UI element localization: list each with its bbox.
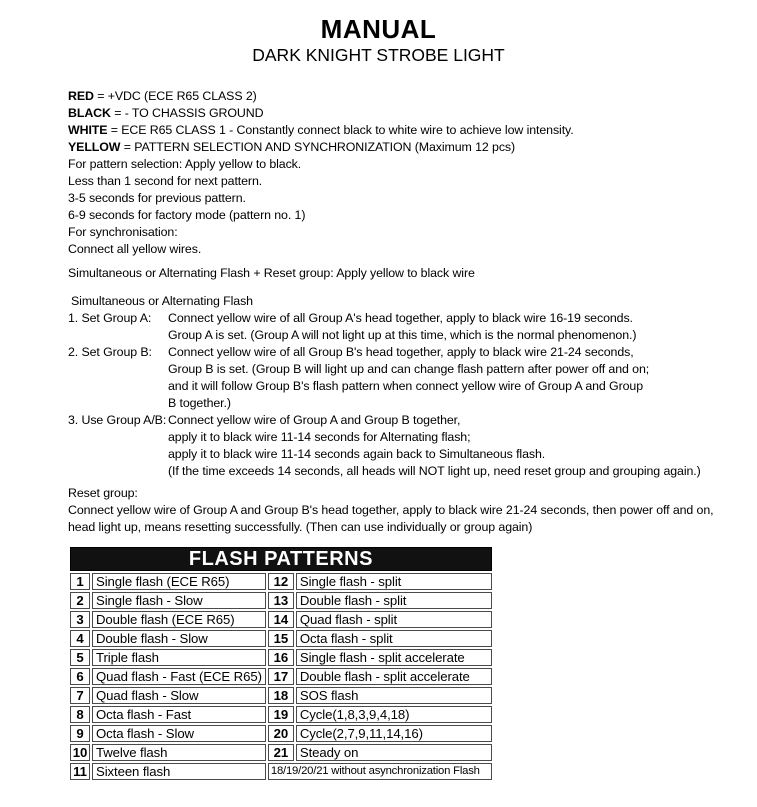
pattern-name-cell: Double flash (ECE R65) xyxy=(92,611,266,628)
pattern-name-cell: Double flash - split xyxy=(296,592,492,609)
reset-group-heading: Reset group: xyxy=(68,486,138,500)
step-line: Connect yellow wire of Group A and Group B together, xyxy=(168,413,461,427)
pattern-selection-instructions xyxy=(68,156,757,258)
pattern-number-cell: 19 xyxy=(268,706,294,723)
step-lines xyxy=(168,344,757,412)
step-line: Group B is set. (Group B will light up and can change flash pattern after power off and on; xyxy=(168,362,650,376)
table-header-row xyxy=(70,547,492,571)
step-line: Connect yellow wire of all Group B's head together, apply to black wire 21-24 seconds, xyxy=(168,345,634,359)
pattern-number-cell: 9 xyxy=(70,725,90,742)
table-row xyxy=(70,763,492,780)
pattern-name-cell: Steady on xyxy=(296,744,492,761)
pattern-number-cell: 16 xyxy=(268,649,294,666)
pattern-name-cell: Twelve flash xyxy=(92,744,266,761)
pattern-name-cell: Double flash - Slow xyxy=(92,630,266,647)
pattern-number-cell: 20 xyxy=(268,725,294,742)
pattern-number-cell: 7 xyxy=(70,687,90,704)
wire-name: WHITE xyxy=(68,123,108,137)
step-line: apply it to black wire 11-14 seconds again back to Simultaneous flash. xyxy=(168,447,546,461)
table-row xyxy=(70,649,492,666)
pattern-selection-line: 6-9 seconds for factory mode (pattern no. 1) xyxy=(68,208,306,222)
wire-name: RED xyxy=(68,89,94,103)
pattern-number-cell: 5 xyxy=(70,649,90,666)
sync-summary-line: Simultaneous or Alternating Flash + Reset group: Apply yellow to black wire xyxy=(68,266,475,280)
table-row xyxy=(70,592,492,609)
wire-definition-red xyxy=(68,88,757,105)
wire-definition-yellow xyxy=(68,139,757,156)
pattern-name-cell: Single flash (ECE R65) xyxy=(92,573,266,590)
grouping-heading: Simultaneous or Alternating Flash xyxy=(71,294,253,308)
step-lines xyxy=(168,310,757,344)
step-line: Connect yellow wire of all Group A's head together, apply to black wire 16-19 seconds. xyxy=(168,311,633,325)
group-step-ab xyxy=(68,412,757,480)
flash-patterns-table xyxy=(68,545,494,782)
pattern-number-cell: 4 xyxy=(70,630,90,647)
wire-name: YELLOW xyxy=(68,140,121,154)
pattern-selection-line: Connect all yellow wires. xyxy=(68,242,202,256)
table-row xyxy=(70,573,492,590)
pattern-number-cell: 13 xyxy=(268,592,294,609)
page-subtitle: DARK KNIGHT STROBE LIGHT xyxy=(252,45,505,65)
pattern-number-cell: 10 xyxy=(70,744,90,761)
wire-desc: = ECE R65 CLASS 1 - Constantly connect black to white wire to achieve low intensity. xyxy=(110,123,574,137)
step-line: Group A is set. (Group A will not light up at this time, which is the normal phenomenon.) xyxy=(168,328,637,342)
step-lines xyxy=(168,412,757,480)
table-row xyxy=(70,706,492,723)
pattern-number-cell: 11 xyxy=(70,763,90,780)
pattern-number-cell: 3 xyxy=(70,611,90,628)
pattern-name-cell: Quad flash - Slow xyxy=(92,687,266,704)
pattern-selection-line: For pattern selection: Apply yellow to black. xyxy=(68,157,302,171)
pattern-number-cell: 15 xyxy=(268,630,294,647)
table-row xyxy=(70,611,492,628)
pattern-name-cell: Triple flash xyxy=(92,649,266,666)
table-row xyxy=(70,744,492,761)
grouping-section xyxy=(68,293,757,480)
pattern-number-cell: 14 xyxy=(268,611,294,628)
pattern-name-cell: Quad flash - split xyxy=(296,611,492,628)
step-label: 3. Use Group A/B: xyxy=(68,413,167,427)
pattern-name-cell: Octa flash - Fast xyxy=(92,706,266,723)
step-line: and it will follow Group B's flash pattern when connect yellow wire of Group A and Group xyxy=(168,379,643,393)
pattern-selection-line: 3-5 seconds for previous pattern. xyxy=(68,191,246,205)
step-line: (If the time exceeds 14 seconds, all heads will NOT light up, need reset group and grouping again.) xyxy=(168,464,701,478)
pattern-number-cell: 21 xyxy=(268,744,294,761)
pattern-selection-line: Less than 1 second for next pattern. xyxy=(68,174,263,188)
wire-definition-white xyxy=(68,122,757,139)
pattern-number-cell: 12 xyxy=(268,573,294,590)
pattern-name-cell: Octa flash - Slow xyxy=(92,725,266,742)
pattern-name-cell: Sixteen flash xyxy=(92,763,266,780)
pattern-number-cell: 2 xyxy=(70,592,90,609)
wire-desc: = - TO CHASSIS GROUND xyxy=(114,106,264,120)
group-step-a xyxy=(68,310,757,344)
step-line: apply it to black wire 11-14 seconds for Alternating flash; xyxy=(168,430,471,444)
pattern-number-cell: 6 xyxy=(70,668,90,685)
pattern-selection-line: For synchronisation: xyxy=(68,225,178,239)
pattern-name-cell: Cycle(2,7,9,11,14,16) xyxy=(296,725,492,742)
page-title: MANUAL xyxy=(320,14,437,44)
pattern-name-cell: Double flash - split accelerate xyxy=(296,668,492,685)
wire-desc: = +VDC (ECE R65 CLASS 2) xyxy=(97,89,257,103)
pattern-number-cell: 8 xyxy=(70,706,90,723)
wire-desc: = PATTERN SELECTION AND SYNCHRONIZATION (Maximum 12 pcs) xyxy=(123,140,516,154)
pattern-number-cell: 1 xyxy=(70,573,90,590)
wire-definition-black xyxy=(68,105,757,122)
table-footer-note: 18/19/20/21 without asynchronization Flash xyxy=(268,763,492,780)
manual-body xyxy=(68,88,757,782)
table-row xyxy=(70,668,492,685)
pattern-name-cell: Cycle(1,8,3,9,4,18) xyxy=(296,706,492,723)
step-label: 1. Set Group A: xyxy=(68,311,152,325)
table-row xyxy=(70,687,492,704)
wire-name: BLACK xyxy=(68,106,111,120)
pattern-name-cell: Octa flash - split xyxy=(296,630,492,647)
pattern-name-cell: Single flash - Slow xyxy=(92,592,266,609)
wire-definitions xyxy=(68,88,757,156)
step-label: 2. Set Group B: xyxy=(68,345,152,359)
reset-group-line: head light up, means resetting successfully. (Then can use individually or group again) xyxy=(68,520,533,534)
pattern-number-cell: 17 xyxy=(268,668,294,685)
pattern-name-cell: Single flash - split accelerate xyxy=(296,649,492,666)
table-row xyxy=(70,725,492,742)
pattern-name-cell: Quad flash - Fast (ECE R65) xyxy=(92,668,266,685)
manual-page xyxy=(0,14,757,807)
reset-group-line: Connect yellow wire of Group A and Group B's head together, apply to black wire 21-24 seconds, then power off and on, xyxy=(68,503,714,517)
flash-patterns-title: FLASH PATTERNS xyxy=(70,547,492,571)
group-step-b xyxy=(68,344,757,412)
pattern-number-cell: 18 xyxy=(268,687,294,704)
table-row xyxy=(70,630,492,647)
step-line: B together.) xyxy=(168,396,231,410)
pattern-name-cell: Single flash - split xyxy=(296,573,492,590)
reset-group-section xyxy=(68,485,757,536)
pattern-name-cell: SOS flash xyxy=(296,687,492,704)
